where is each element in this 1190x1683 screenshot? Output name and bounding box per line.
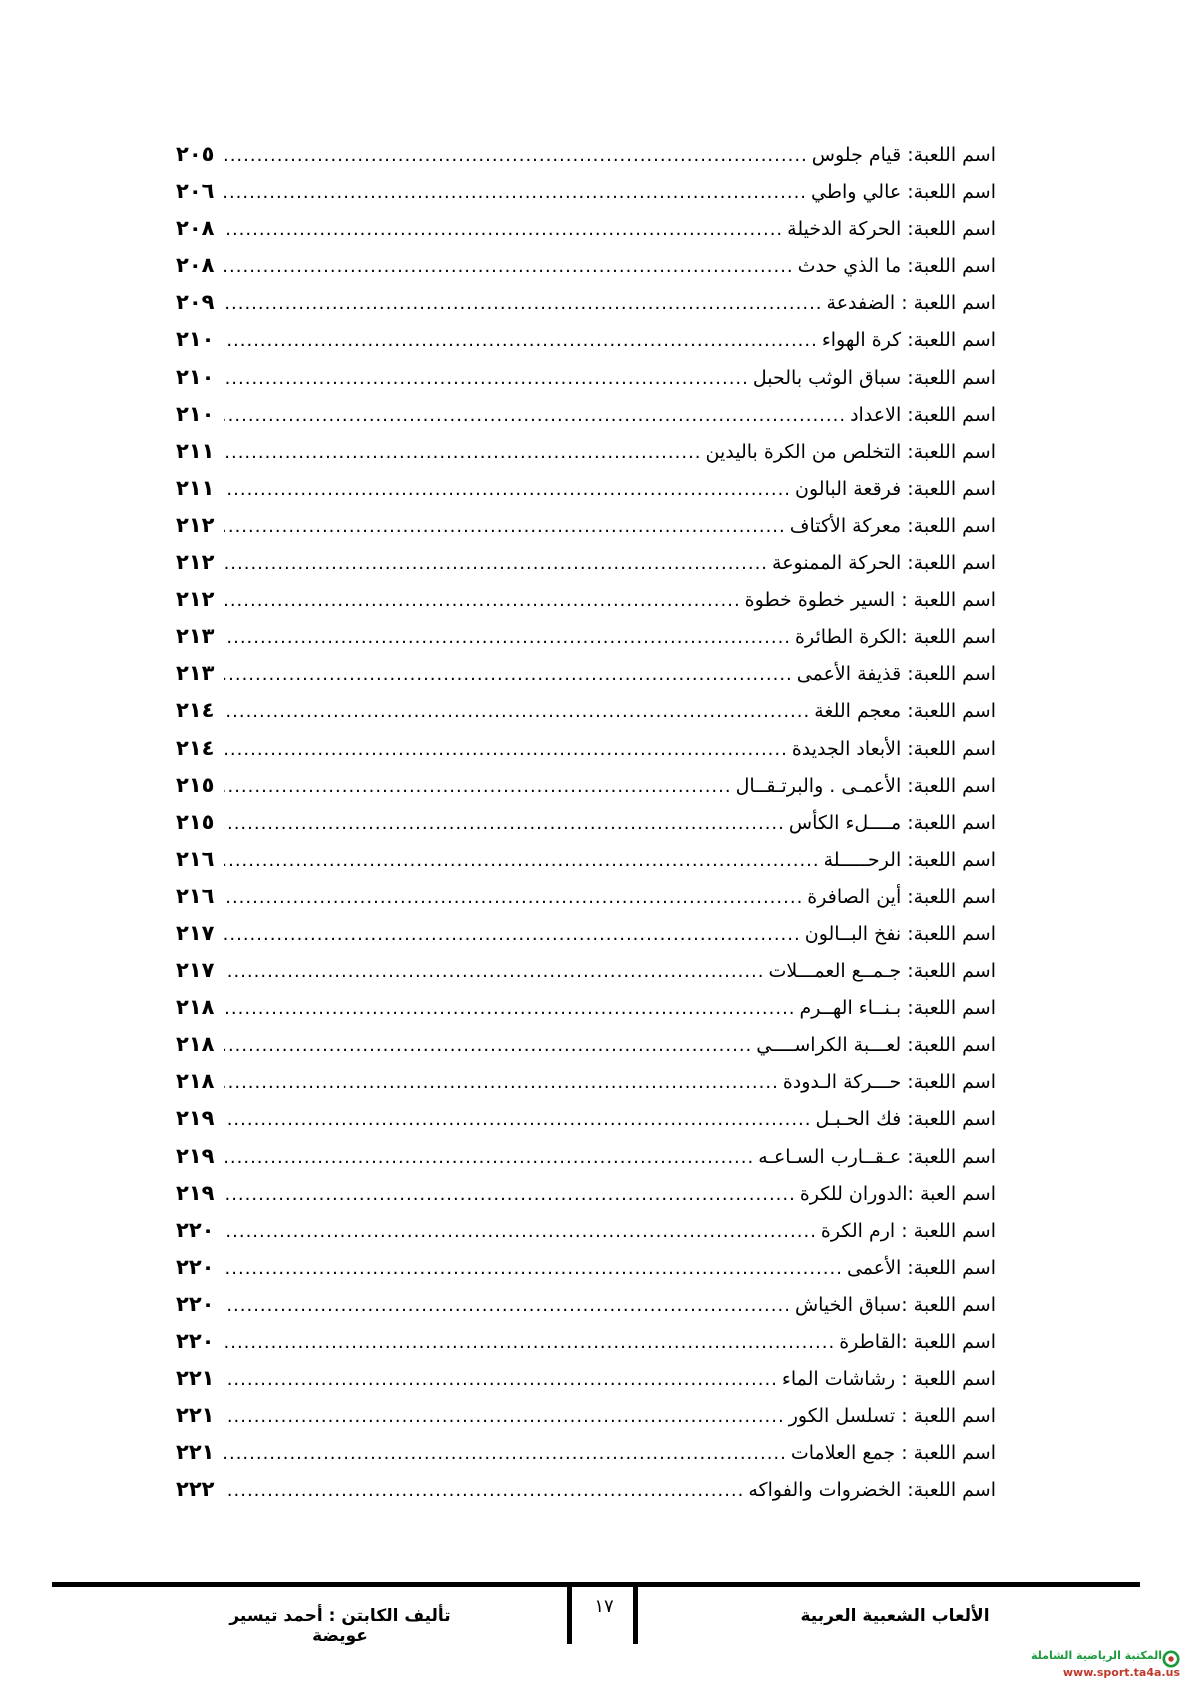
- toc-entry[interactable]: [176, 958, 996, 995]
- toc-entry-title: اسم اللعبة: نفخ البــالون: [804, 922, 996, 945]
- toc-entry-page: ٢١٨: [176, 1069, 215, 1094]
- toc-entry-title: اسم اللعبة: ما الذي حدث: [797, 255, 996, 278]
- toc-entry-page: ٢١١: [176, 475, 215, 500]
- footer-author: تأليف الكابتن : أحمد تيسير عويضة: [229, 1606, 451, 1646]
- toc-dot-leader: [224, 627, 791, 648]
- toc-entry[interactable]: [176, 142, 996, 179]
- toc-entry[interactable]: [176, 1403, 996, 1440]
- toc-entry-page: ٢٠٨: [176, 216, 215, 241]
- footer-page-number: ١٧: [594, 1596, 614, 1617]
- toc-entry[interactable]: [176, 1069, 996, 1106]
- toc-dot-leader: [224, 701, 810, 722]
- toc-entry[interactable]: [176, 1440, 996, 1477]
- toc-entry-title: اسم اللعبة: الخضروات والفواكه: [748, 1479, 996, 1502]
- toc-entry-page: ٢١٩: [176, 1143, 215, 1168]
- toc-dot-leader: [224, 887, 803, 908]
- toc-entry-page: ٢٠٩: [176, 290, 215, 315]
- toc-entry[interactable]: [176, 1366, 996, 1403]
- toc-entry-page: ٢٢١: [176, 1440, 215, 1465]
- brand-url[interactable]: www.sport.ta4a.us: [1062, 1666, 1180, 1679]
- toc-entry[interactable]: [176, 698, 996, 735]
- toc-entry[interactable]: [176, 1255, 996, 1292]
- toc-entry-page: ٢٢٠: [176, 1254, 215, 1279]
- toc-entry-page: ٢١٧: [176, 920, 215, 945]
- toc-dot-leader: [224, 1332, 835, 1353]
- toc-entry[interactable]: [176, 216, 996, 253]
- toc-entry-title: اسم اللعبة :الكرة الطائرة: [795, 626, 996, 649]
- toc-dot-leader: [224, 1258, 843, 1279]
- toc-entry-title: اسم اللعبة: مــــلء الكأس: [788, 811, 996, 834]
- toc-entry[interactable]: [176, 1477, 996, 1514]
- toc-entry-title: اسم اللعبة : الضفدعة: [826, 292, 996, 315]
- toc-entry[interactable]: [176, 1106, 996, 1143]
- toc-entry-page: ٢١٢: [176, 550, 215, 575]
- toc-dot-leader: [224, 553, 768, 574]
- toc-entry-title: اسم اللعبة: فك الحـبـل: [815, 1108, 996, 1131]
- toc-entry-title: اسم اللعبة: عالي واطي: [811, 181, 996, 204]
- toc-dot-leader: [224, 664, 793, 685]
- toc-dot-leader: [224, 1480, 744, 1501]
- toc-entry[interactable]: [176, 921, 996, 958]
- toc-dot-leader: [224, 1295, 791, 1316]
- toc-entry-page: ٢١٤: [176, 698, 215, 723]
- toc-entry[interactable]: [176, 773, 996, 810]
- toc-entry-title: اسم اللعبة: الأبعاد الجديدة: [791, 737, 996, 760]
- toc-entry-page: ٢١٠: [176, 401, 215, 426]
- toc-entry[interactable]: [176, 810, 996, 847]
- toc-entry[interactable]: [176, 402, 996, 439]
- toc-dot-leader: [224, 1406, 785, 1427]
- toc-entry-page: ٢١٣: [176, 661, 215, 686]
- toc-dot-leader: [224, 776, 732, 797]
- toc-entry-page: ٢٠٦: [176, 179, 215, 204]
- toc-entry-page: ٢١٧: [176, 958, 215, 983]
- toc-entry[interactable]: [176, 253, 996, 290]
- toc-entry[interactable]: [176, 290, 996, 327]
- toc-entry[interactable]: [176, 1292, 996, 1329]
- toc-entry[interactable]: [176, 624, 996, 661]
- toc-dot-leader: [224, 1109, 812, 1130]
- toc-entry-page: ٢٢١: [176, 1366, 215, 1391]
- footer-rule: [52, 1582, 1140, 1587]
- toc-entry-title: اسم اللعبة: سباق الوثب بالحبل: [752, 366, 996, 389]
- toc-entry-page: ٢٢٢: [176, 1477, 215, 1502]
- toc-entry-title: اسم اللعبة: بـنــاء الهــرم: [799, 997, 996, 1020]
- toc-entry-page: ٢١٥: [176, 809, 215, 834]
- toc-entry[interactable]: [176, 439, 996, 476]
- toc-dot-leader: [224, 256, 794, 277]
- toc-dot-leader: [224, 293, 823, 314]
- toc-entry[interactable]: [176, 513, 996, 550]
- toc-dot-leader: [224, 1221, 817, 1242]
- toc-entry-page: ٢٢١: [176, 1403, 215, 1428]
- toc-dot-leader: [224, 479, 791, 500]
- toc-entry-page: ٢١٨: [176, 1032, 215, 1057]
- toc-dot-leader: [224, 1035, 752, 1056]
- toc-entry[interactable]: [176, 884, 996, 921]
- toc-entry-page: ٢١٥: [176, 772, 215, 797]
- toc-dot-leader: [224, 590, 741, 611]
- toc-entry[interactable]: [176, 550, 996, 587]
- toc-entry-title: اسم اللعبة :القاطرة: [839, 1331, 996, 1353]
- brand-name: المكتبة الرياضية الشاملة: [1031, 1649, 1162, 1662]
- toc-entry-title: اسم اللعبة: معركة الأكتاف: [789, 514, 996, 537]
- toc-dot-leader: [224, 1443, 787, 1464]
- toc-entry-title: اسم اللعبة: حـــركة الـدودة: [782, 1071, 996, 1094]
- toc-dot-leader: [224, 1369, 778, 1390]
- toc-entry-page: ٢١٦: [176, 846, 215, 871]
- toc-entry[interactable]: [176, 1032, 996, 1069]
- toc-entry-title: اسم اللعبة : رشاشات الماء: [781, 1368, 996, 1391]
- toc-dot-leader: [224, 368, 749, 389]
- toc-dot-leader: [224, 330, 818, 351]
- toc-dot-leader: [224, 516, 786, 537]
- toc-entry-title: اسم اللعبة: الرحـــــلة: [823, 848, 996, 871]
- toc-entry[interactable]: [176, 736, 996, 773]
- toc-dot-leader: [224, 998, 796, 1019]
- toc-entry-page: ٢١٩: [176, 1106, 215, 1131]
- toc-entry-page: ٢١٠: [176, 327, 215, 352]
- toc-entry-page: ٢١٤: [176, 735, 215, 760]
- toc-entry-title: اسم اللعبة : السير خطوة خطوة: [744, 589, 996, 612]
- toc-entry-page: ٢٢٠: [176, 1291, 215, 1316]
- toc-dot-leader: [224, 1184, 796, 1205]
- toc-entry[interactable]: [176, 995, 996, 1032]
- toc-entry[interactable]: [176, 661, 996, 698]
- toc-entry-title: اسم اللعبة: عـقــارب السـاعـه: [758, 1145, 996, 1168]
- toc-entry[interactable]: [176, 1181, 996, 1218]
- toc-entry-page: ٢٢٠: [176, 1329, 215, 1353]
- toc-entry[interactable]: [176, 847, 996, 884]
- toc-dot-leader: [224, 813, 785, 834]
- toc-entry[interactable]: [176, 1329, 996, 1366]
- toc-entry-page: ٢١٣: [176, 624, 215, 649]
- toc-entry-title: اسم اللعبة: كرة الهواء: [821, 329, 996, 352]
- toc-dot-leader: [224, 1072, 779, 1093]
- toc-entry-title: اسم اللعبة :سباق الخياش: [794, 1293, 996, 1316]
- footer-divider-right: [633, 1582, 638, 1644]
- toc-entry-title: اسم اللعبة: التخلص من الكرة باليدين: [705, 440, 996, 463]
- toc-entry-page: ٢١٢: [176, 512, 215, 537]
- toc-entry[interactable]: [176, 1144, 996, 1181]
- toc-entry-page: ٢١٠: [176, 364, 215, 389]
- toc-entry-page: ٢١١: [176, 438, 215, 463]
- toc-entry-title: اسم اللعبة: فرقعة البالون: [795, 477, 996, 500]
- toc-entry-title: اسم اللعبة: جـمــع العمـــلات: [768, 960, 996, 983]
- toc-entry-page: ٢١٢: [176, 587, 215, 612]
- toc-entry-title: اسم اللعبة: معجم اللغة: [814, 700, 996, 723]
- toc-entry-page: ٢٢٠: [176, 1217, 215, 1242]
- brand-watermark[interactable]: [1031, 1648, 1182, 1680]
- toc-entry-title: اسم العبة :الدوران للكرة: [799, 1182, 996, 1205]
- toc-entry-page: ٢٠٨: [176, 253, 215, 278]
- toc-entry[interactable]: [176, 365, 996, 402]
- toc-entry[interactable]: [176, 587, 996, 624]
- table-of-contents: [176, 142, 996, 1514]
- toc-entry-title: اسم اللعبة: الحركة الدخيلة: [787, 218, 996, 241]
- toc-entry-title: اسم اللعبة : ارم الكرة: [820, 1219, 996, 1242]
- toc-entry-title: اسم اللعبة : جمع العلامات: [790, 1442, 996, 1465]
- toc-dot-leader: [224, 182, 807, 203]
- footer-book-title: الألعاب الشعبية العربية: [800, 1606, 990, 1626]
- toc-entry-title: اسم اللعبة : تسلسل الكور: [788, 1405, 996, 1428]
- toc-dot-leader: [224, 739, 788, 760]
- toc-dot-leader: [224, 442, 702, 463]
- toc-entry[interactable]: [176, 1218, 996, 1255]
- toc-dot-leader: [224, 219, 783, 240]
- toc-entry-title: اسم اللعبة: قيام جلوس: [811, 144, 996, 166]
- toc-entry-title: اسم اللعبة: الاعداد: [850, 403, 996, 426]
- toc-entry-title: اسم اللعبة: الحركة الممنوعة: [772, 552, 996, 575]
- toc-entry-page: ٢١٨: [176, 995, 215, 1020]
- toc-entry-title: اسم اللعبة: لعـــبة الكراســــي: [756, 1034, 996, 1057]
- toc-entry-title: اسم اللعبة: الأعمى: [846, 1256, 996, 1279]
- toc-entry[interactable]: [176, 327, 996, 364]
- toc-entry-page: ٢١٩: [176, 1180, 215, 1205]
- toc-entry-title: اسم اللعبة: قذيفة الأعمى: [796, 663, 996, 686]
- toc-dot-leader: [224, 1147, 754, 1168]
- toc-dot-leader: [224, 961, 765, 982]
- toc-dot-leader: [224, 850, 820, 871]
- toc-dot-leader: [224, 924, 801, 945]
- toc-entry[interactable]: [176, 179, 996, 216]
- footer-divider-left: [567, 1582, 572, 1644]
- toc-entry-page: ٢٠٥: [176, 142, 215, 166]
- toc-dot-leader: [224, 405, 846, 426]
- toc-entry[interactable]: [176, 476, 996, 513]
- toc-entry-page: ٢١٦: [176, 883, 215, 908]
- toc-entry-title: اسم اللعبة: الأعمـى . والبرتـقــال: [735, 774, 996, 797]
- toc-dot-leader: [224, 145, 808, 166]
- toc-entry-title: اسم اللعبة: أين الصافرة: [807, 885, 996, 908]
